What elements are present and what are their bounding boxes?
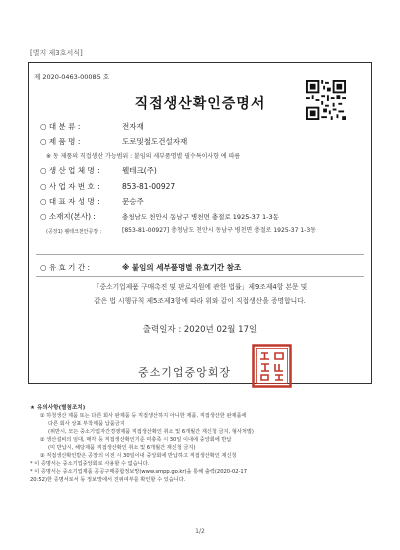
field-category-value: 전자재 bbox=[122, 122, 144, 131]
field-headquarters-value: 충청남도 천안시 동남구 병천면 충절로 1925-37 1-3동 bbox=[122, 213, 279, 221]
issuer-name: 중소기업중앙회장 bbox=[138, 366, 232, 379]
notes-item: * 이 증명서는 중소기업제품 공공구매종합정보망(www.smpp.go.kr)을 통해 출력(2020-02-17 bbox=[30, 469, 248, 475]
notes-header: ★ 유의사항(별첨조치) bbox=[30, 405, 86, 411]
legal-text-line-2: 같은 법 시행규칙 제5조제3항에 따라 위와 같이 직접생산을 증명합니다. bbox=[94, 297, 306, 305]
divider-bottom bbox=[36, 276, 364, 277]
notes-item: ① 하청생산 제품 또는 다른 회사 완제품 등 직접생산하지 아니한 제품, 직접생산한 완제품에 bbox=[40, 413, 247, 419]
field-headquarters bbox=[40, 211, 279, 222]
page-number: 1/2 bbox=[195, 528, 205, 535]
field-company bbox=[40, 165, 157, 176]
notes-item: ② 생산설비의 임대, 매각 등 직접생산확인기준 미충족 시 30일 이내에 중앙회에 반납 bbox=[40, 437, 232, 443]
field-representative-label: ○ 대 표 자 성 명 : bbox=[40, 197, 100, 206]
factory-address: [853-81-00927] 충청남도 천안시 동남구 병천면 충절로 1925-37 1-3동 bbox=[122, 227, 316, 234]
field-category-label: ○ 대 분 류 : bbox=[40, 122, 81, 131]
field-company-value: 웰테크(주) bbox=[122, 166, 157, 175]
notes-section bbox=[30, 404, 376, 484]
product-note: ※ 동 제품의 직접생산 가능범위 : 붙임의 세부품명별 필수특이사항 에 따름 bbox=[46, 153, 241, 160]
notes-item: * 이 증명서는 중소기업중앙회로 사용할 수 없습니다. bbox=[30, 461, 150, 467]
form-label: [별지 제3호서식] bbox=[30, 49, 83, 57]
field-representative-value: 문승주 bbox=[122, 197, 144, 206]
field-business-number-value: 853-81-00927 bbox=[122, 182, 176, 191]
field-validity-label: ○ 유 효 기 간 : bbox=[40, 263, 90, 272]
notes-item: 20:52)한 증명서로서 동 정보망에서 진위여부를 확인할 수 있습니다. bbox=[30, 477, 186, 483]
field-validity bbox=[40, 262, 241, 273]
divider-top bbox=[36, 254, 364, 255]
field-product bbox=[40, 136, 187, 147]
document-title: 직접생산확인증명서 bbox=[134, 96, 266, 112]
field-headquarters-label: ○ 소재지(본사) : bbox=[40, 212, 96, 221]
field-company-label: ○ 생 산 업 체 명 : bbox=[40, 166, 100, 175]
document-number: 제 2020-0463-00085 호 bbox=[34, 73, 110, 81]
legal-text-line-1: 「중소기업제품 구매촉진 및 판로지원에 관한 법률」제9조제4항 본문 및 bbox=[92, 283, 308, 291]
notes-item: (위반시, 모든 중소기업자간경쟁제품 직접생산확인 취소 및 6개월간 재신청 금지, 형사처벌) bbox=[48, 429, 254, 435]
field-validity-value: ※ 붙임의 세부품명별 유효기간 참조 bbox=[122, 263, 242, 272]
field-business-number bbox=[40, 181, 175, 192]
official-seal-icon bbox=[252, 344, 292, 388]
notes-item: ③ 직접생산확인받은 공장의 이전 시 30일이내 중앙회에 반납하고 직접생산확인 재신청 bbox=[40, 453, 237, 459]
field-product-label: ○ 제 품 명 : bbox=[40, 137, 81, 146]
factory-label: (공장1) 웰테크천안공장 : bbox=[46, 229, 102, 235]
field-product-value: 도로및철도건설자재 bbox=[122, 137, 188, 146]
field-business-number-label: ○ 사 업 자 번 호 : bbox=[40, 182, 100, 191]
field-representative bbox=[40, 196, 144, 207]
notes-item: (미 반납시, 해당제품 직접생산확인 취소 및 6개월간 재신청 금지) bbox=[48, 445, 196, 451]
notes-item: 다른 회사 상표 부착제품 납품금지 bbox=[48, 421, 125, 427]
issue-date: 출력일자 : 2020년 02월 17일 bbox=[142, 325, 258, 335]
field-category bbox=[40, 121, 144, 132]
